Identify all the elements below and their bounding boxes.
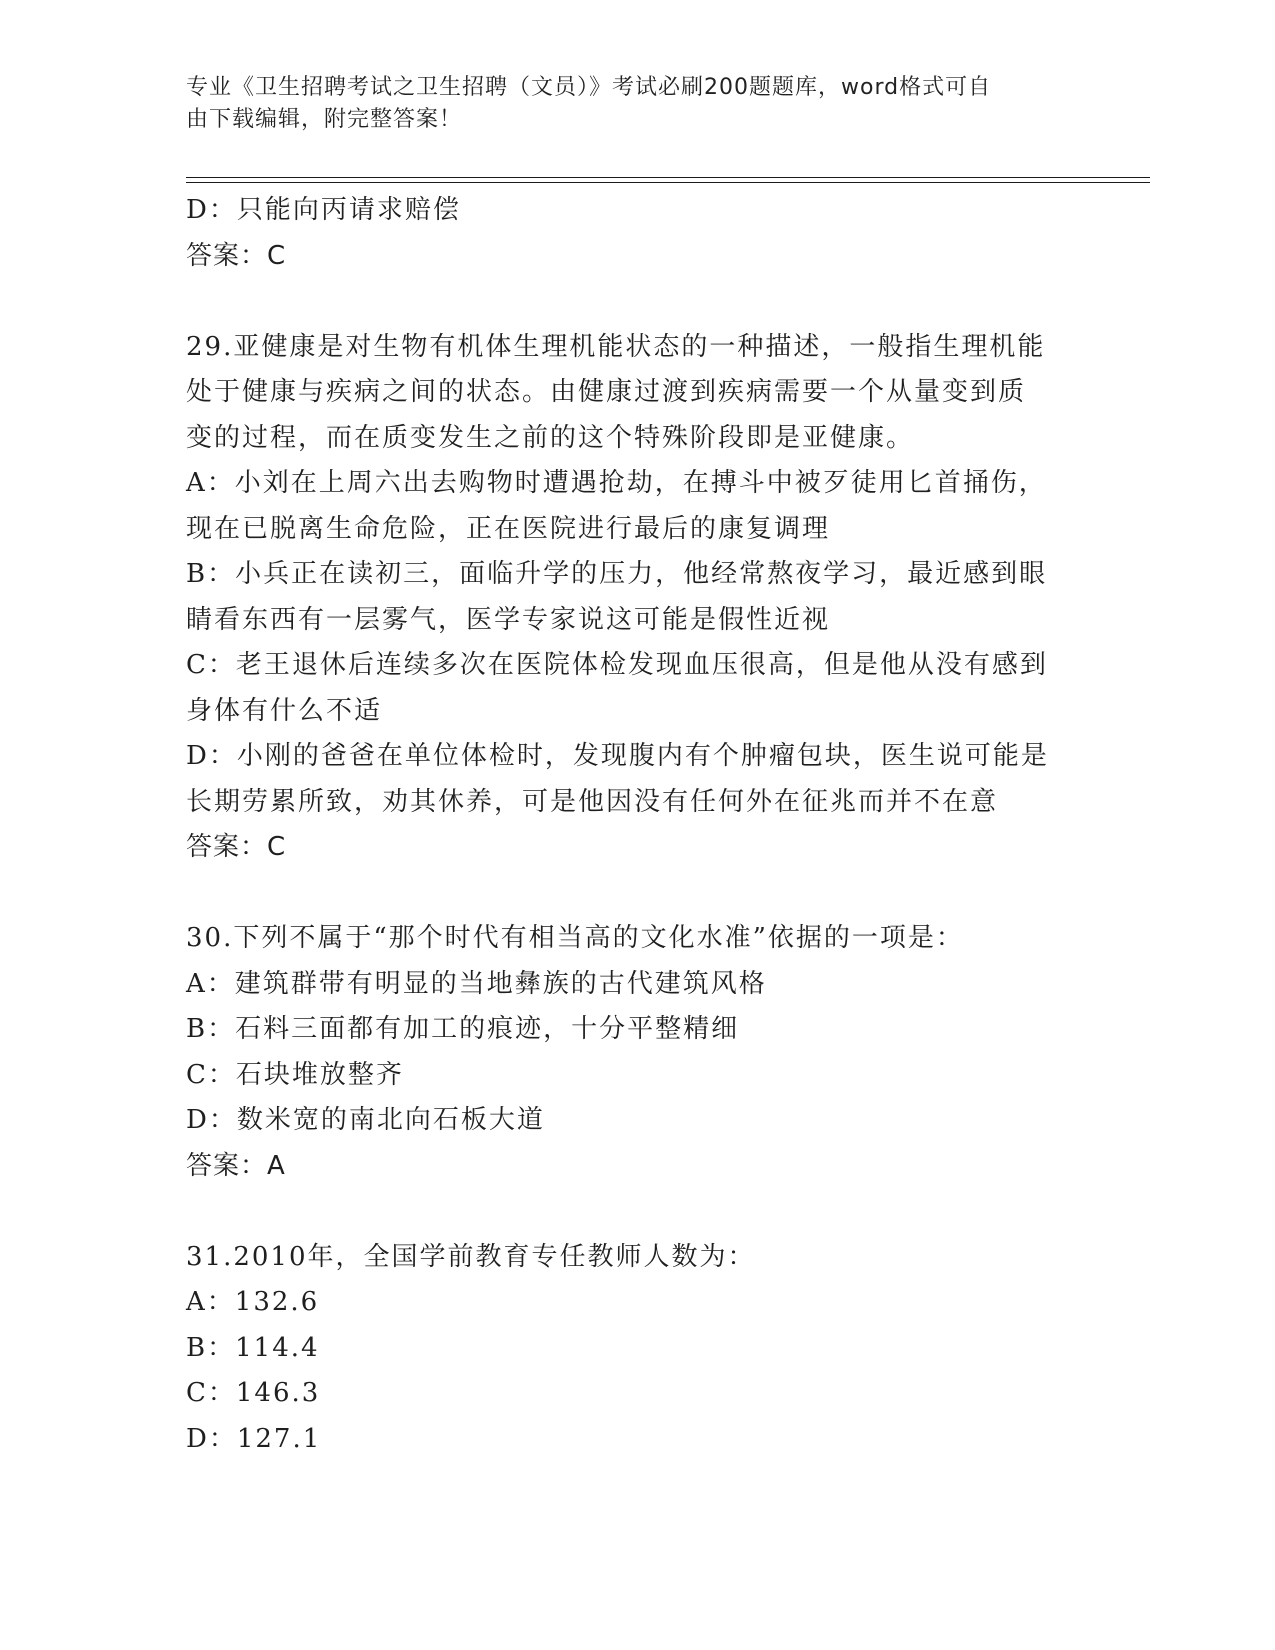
answer-line: 答案：C <box>186 832 287 862</box>
spacer <box>186 871 1086 917</box>
answer-line: 答案：A <box>186 1150 286 1181</box>
question-30 <box>186 916 1086 1189</box>
option-d: D：数米宽的南北向石板大道 <box>186 1105 545 1135</box>
option-d: D：只能向丙请求赔偿 <box>186 195 461 225</box>
option-c-continued: 身体有什么不适 <box>186 695 383 726</box>
option-b-continued: 睛看东西有一层雾气，医学专家说这可能是假性近视 <box>186 604 831 635</box>
option-c: C：石块堆放整齐 <box>186 1059 404 1090</box>
question-content <box>186 188 1086 1462</box>
question-31 <box>186 1235 1086 1463</box>
question-stem-line: 变的过程，而在质变发生之前的这个特殊阶段即是亚健康。 <box>186 422 915 453</box>
spacer <box>186 279 1086 325</box>
question-stem-line: 31.2010年，全国学前教育专任教师人数为： <box>186 1241 756 1272</box>
option-c: C：老王退休后连续多次在医院体检发现血压很高，但是他从没有感到 <box>186 650 1048 680</box>
header-title-line-2: 由下载编辑，附完整答案！ <box>186 107 463 132</box>
option-b: B：小兵正在读初三，面临升学的压力，他经常熬夜学习，最近感到眼 <box>186 559 1048 589</box>
option-b: B：石料三面都有加工的痕迹，十分平整精细 <box>186 1014 740 1044</box>
spacer <box>186 1189 1086 1235</box>
header-rule-bottom <box>186 182 1150 183</box>
question-stem-line: 处于健康与疾病之间的状态。由健康过渡到疾病需要一个从量变到质 <box>186 377 1027 407</box>
answer-line: 答案：C <box>186 240 287 271</box>
option-a: A：小刘在上周六出去购物时遭遇抢劫，在搏斗中被歹徒用匕首捅伤， <box>186 468 1047 498</box>
option-b: B：114.4 <box>186 1332 320 1363</box>
option-d: D：127.1 <box>186 1423 322 1454</box>
question-stem-line: 29.亚健康是对生物有机体生理机能状态的一种描述，一般指生理机能 <box>186 331 1046 362</box>
question-stem-line: 30.下列不属于“那个时代有相当高的文化水准”依据的一项是： <box>186 923 964 953</box>
option-d: D：小刚的爸爸在单位体检时，发现腹内有个肿瘤包块，医生说可能是 <box>186 741 1049 771</box>
option-c: C：146.3 <box>186 1378 321 1408</box>
header-rule-top <box>186 177 1150 178</box>
page-header <box>186 72 1066 136</box>
option-a: A：132.6 <box>186 1287 320 1317</box>
option-a-continued: 现在已脱离生命危险，正在医院进行最后的康复调理 <box>186 513 831 544</box>
option-a: A：建筑群带有明显的当地彝族的古代建筑风格 <box>186 968 767 999</box>
option-d-continued: 长期劳累所致，劝其休养，可是他因没有任何外在征兆而并不在意 <box>186 786 999 817</box>
question-29 <box>186 325 1086 871</box>
previous-question-tail <box>186 188 1086 279</box>
header-title-line-1: 专业《卫生招聘考试之卫生招聘（文员）》考试必刷200题题库，word格式可自 <box>186 75 992 100</box>
